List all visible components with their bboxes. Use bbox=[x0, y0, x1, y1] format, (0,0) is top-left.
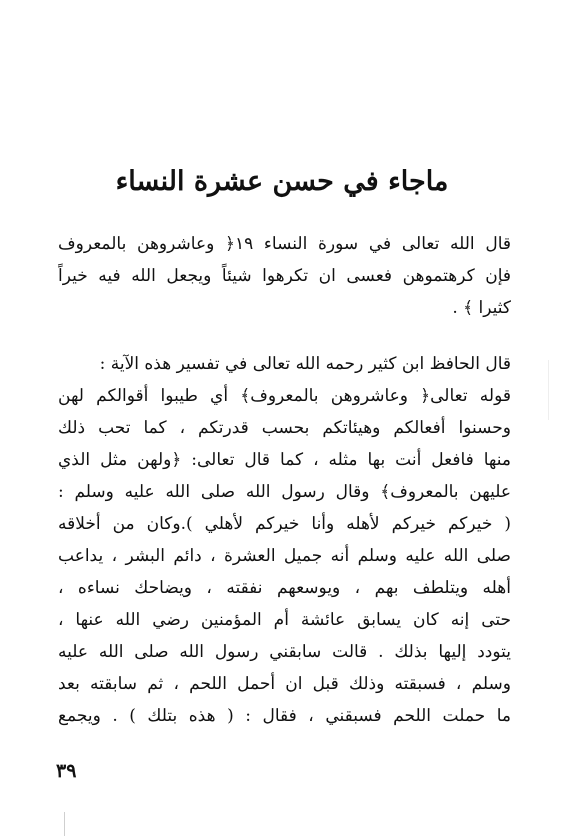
text-line: حتى إنه كان يسابق عائشة أم المؤمنين رضي الله عنها ، bbox=[58, 610, 511, 630]
text-line: وسلم ، فسبقته وذلك قبل ان أحمل اللحم ، ثم سابقته بعد bbox=[58, 674, 511, 694]
page-number: ٣٩ bbox=[56, 760, 77, 782]
text-line: أهله ويتلطف بهم ، ويوسعهم نفقته ، ويضاحك نساءه ، bbox=[58, 578, 511, 598]
text-line: وحسنوا أفعالكم وهيئاتكم بحسب قدرتكم ، كما تحب ذلك bbox=[58, 418, 511, 438]
text-line: فإن كرهتموهن فعسى ان تكرهوا شيئاً ويجعل الله فيه خيراً bbox=[58, 266, 511, 286]
chapter-title: ماجاء في حسن عشرة النساء bbox=[115, 166, 449, 198]
text-line: منها فافعل أنت بها مثله ، كما قال تعالى: ﴿ولهن مثل الذي bbox=[58, 450, 511, 470]
tafsir-paragraph bbox=[58, 348, 511, 732]
scan-mark bbox=[64, 812, 65, 836]
text-line: يتودد إليها بذلك . قالت سابقني رسول الله صلى الله عليه bbox=[58, 642, 511, 662]
text-line: قال الله تعالى في سورة النساء ١٩﴿ وعاشروهن بالمعروف bbox=[58, 234, 511, 254]
scan-edge-mark bbox=[548, 360, 549, 420]
text-line: قوله تعالى﴿ وعاشروهن بالمعروف﴾ أي طيبوا أقوالكم لهن bbox=[58, 386, 511, 406]
text-line: عليهن بالمعروف﴾ وقال رسول الله صلى الله عليه وسلم : bbox=[58, 482, 511, 502]
text-line: قال الحافظ ابن كثير رحمه الله تعالى في تفسير هذه الآية : bbox=[99, 354, 511, 374]
text-line: كثيرا ﴾ . bbox=[452, 298, 511, 318]
quran-verse-paragraph bbox=[58, 228, 511, 324]
text-line: صلى الله عليه وسلم أنه جميل العشرة ، دائم البشر ، يداعب bbox=[58, 546, 511, 566]
text-line: ما حملت اللحم فسبقني ، فقال : ( هذه بتلك ) . ويجمع bbox=[58, 706, 511, 726]
text-line: ( خيركم خيركم لأهله وأنا خيركم لأهلي ).وكان من أخلاقه bbox=[58, 514, 511, 534]
